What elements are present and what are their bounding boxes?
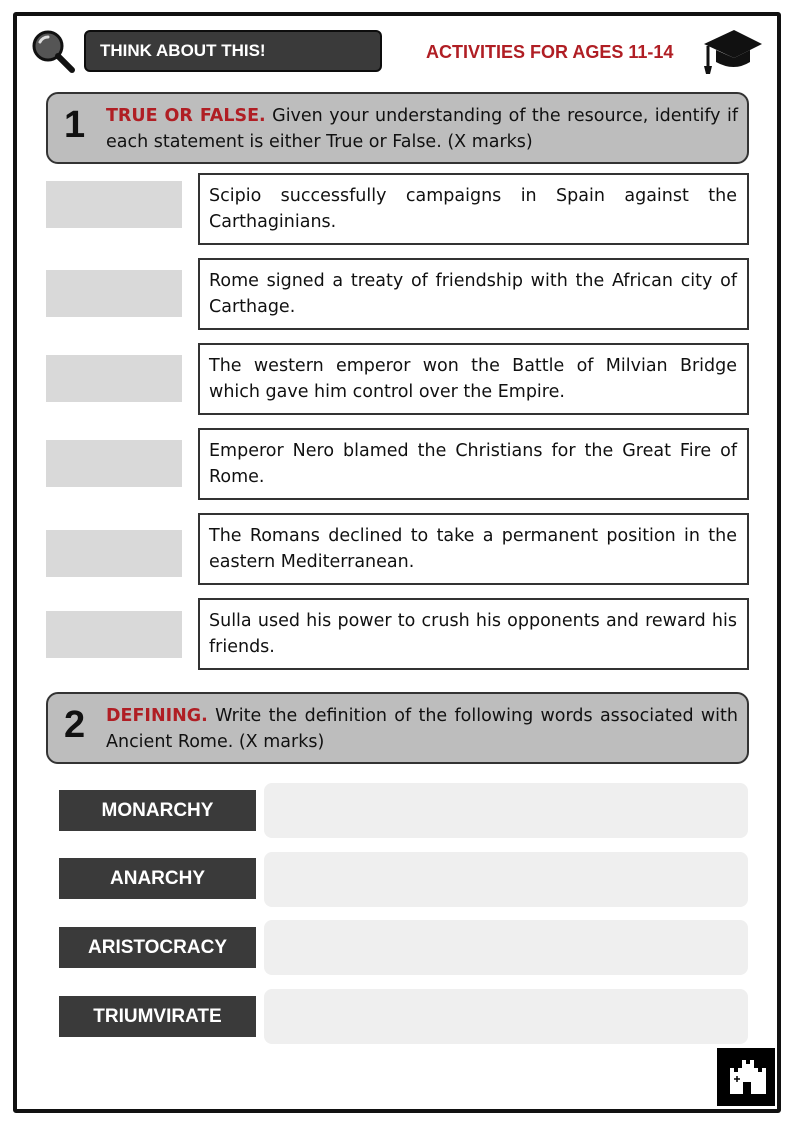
definition-field[interactable] <box>264 852 748 907</box>
statement-text: The western emperor won the Battle of Milvian Bridge which gave him control over the Empire. <box>209 356 737 402</box>
statement-box <box>198 428 749 500</box>
answer-box[interactable] <box>46 611 182 658</box>
answer-box[interactable] <box>46 530 182 577</box>
section-keyword: TRUE OR FALSE. <box>106 106 266 126</box>
answer-box[interactable] <box>46 440 182 487</box>
answer-box[interactable] <box>46 181 182 228</box>
answer-box[interactable] <box>46 355 182 402</box>
statement-box <box>198 513 749 585</box>
section-number: 2 <box>64 704 86 746</box>
term-label: ARISTOCRACY <box>59 927 256 968</box>
statement-box <box>198 173 749 245</box>
section-2-header <box>46 692 749 764</box>
magnifying-glass-icon <box>30 28 76 74</box>
section-instruction-text: Given your understanding of the resource, identify if each statement is either True or False. (X marks) <box>106 106 738 152</box>
definition-field[interactable] <box>264 783 748 838</box>
graduation-cap-icon <box>700 26 764 76</box>
activities-age-label: ACTIVITIES FOR AGES 11-14 <box>426 42 674 62</box>
definition-field[interactable] <box>264 920 748 975</box>
section-instruction <box>106 703 738 755</box>
think-about-this-banner: THINK ABOUT THIS! <box>84 30 382 72</box>
definition-field[interactable] <box>264 989 748 1044</box>
section-keyword: DEFINING. <box>106 706 208 726</box>
section-1-header <box>46 92 749 164</box>
term-label: MONARCHY <box>59 790 256 831</box>
statement-box <box>198 343 749 415</box>
section-number: 1 <box>64 104 86 146</box>
statement-box <box>198 598 749 670</box>
castle-icon-badge <box>717 1048 775 1106</box>
castle-icon <box>717 1048 775 1106</box>
term-label: ANARCHY <box>59 858 256 899</box>
statement-text: Sulla used his power to crush his opponents and reward his friends. <box>209 611 737 657</box>
statement-text: Scipio successfully campaigns in Spain against the Carthaginians. <box>209 186 737 232</box>
answer-box[interactable] <box>46 270 182 317</box>
section-instruction <box>106 103 738 155</box>
section-instruction-text: Write the definition of the following words associated with Ancient Rome. (X marks) <box>106 706 738 752</box>
statement-text: Emperor Nero blamed the Christians for the Great Fire of Rome. <box>209 441 737 487</box>
term-label: TRIUMVIRATE <box>59 996 256 1037</box>
statement-text: Rome signed a treaty of friendship with the African city of Carthage. <box>209 271 737 317</box>
statement-text: The Romans declined to take a permanent position in the eastern Mediterranean. <box>209 526 737 572</box>
statement-box <box>198 258 749 330</box>
